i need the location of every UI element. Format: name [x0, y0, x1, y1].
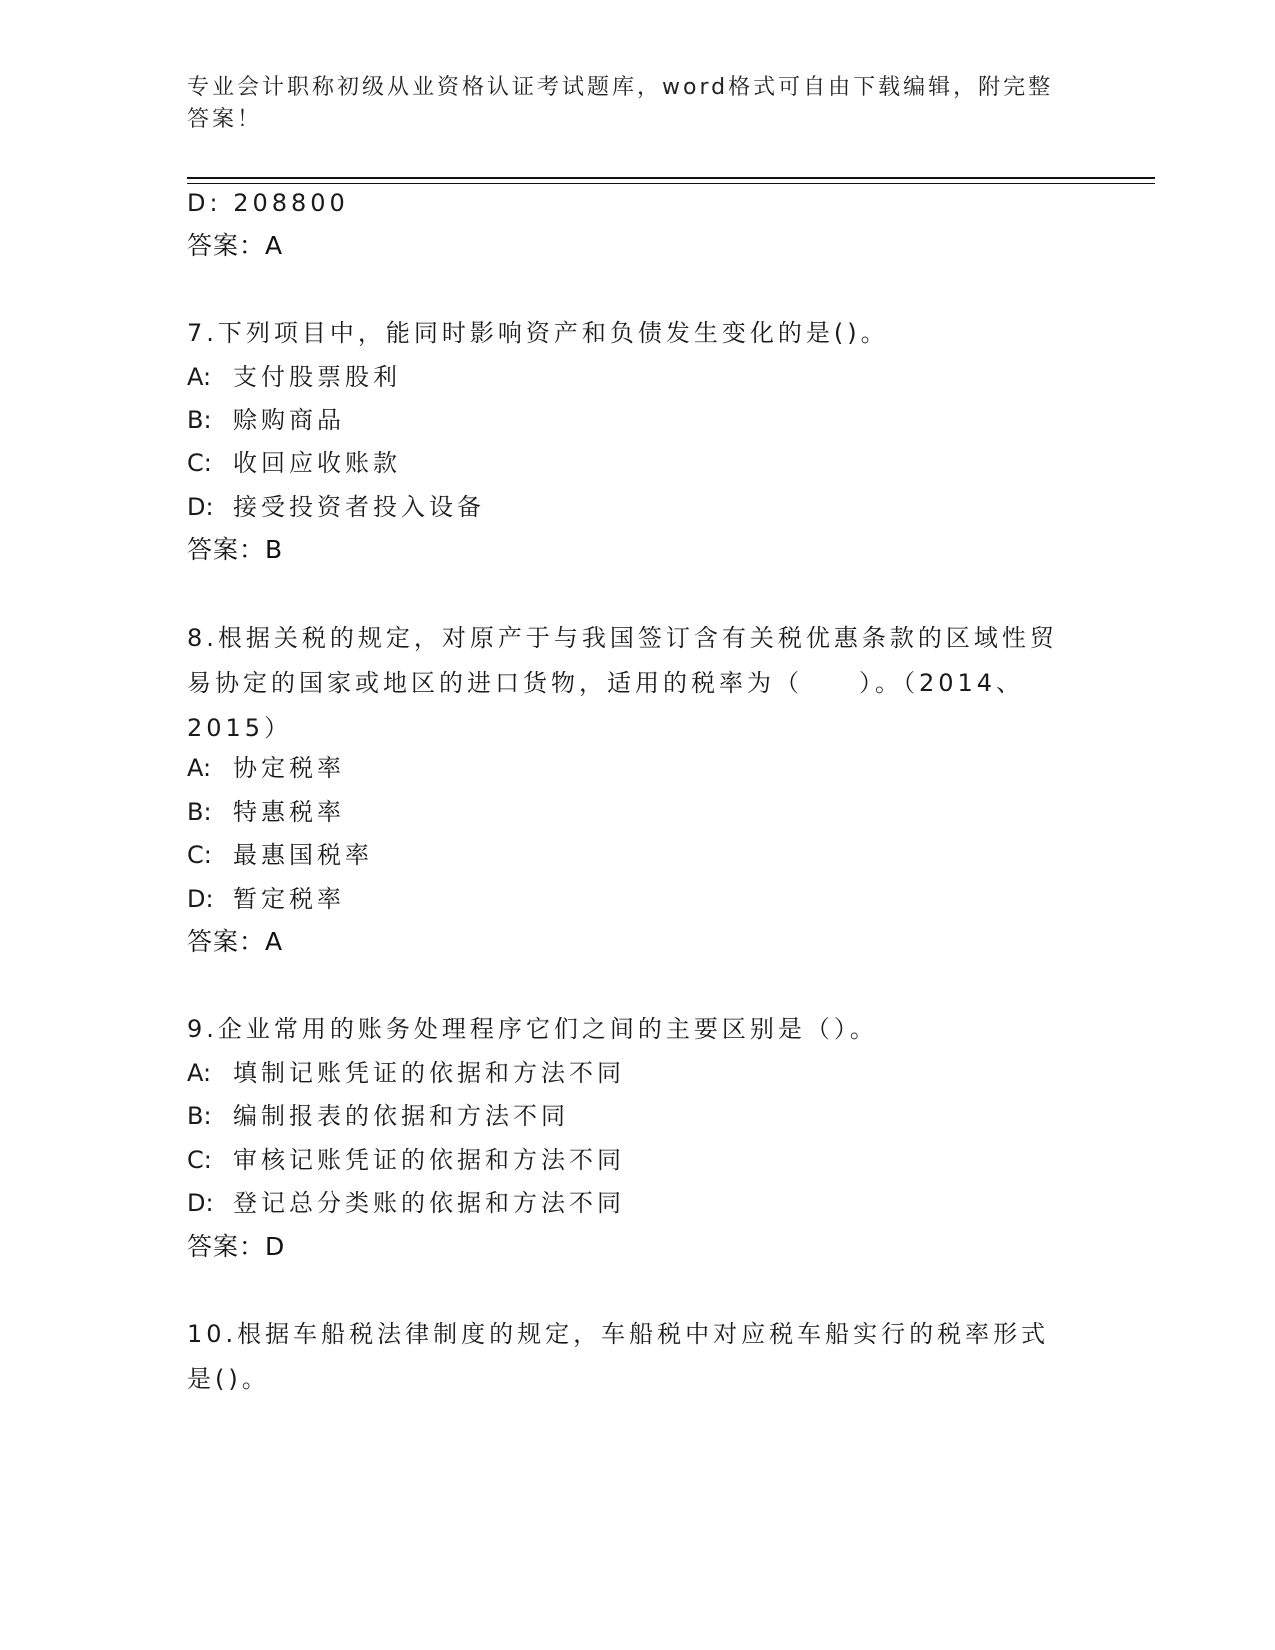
option-label: D:: [187, 1189, 214, 1217]
question-8-stem: 8.根据关税的规定，对原产于与我国签订含有关税优惠条款的区域性贸易协定的国家或地区的进口货物，适用的税率为（ ）。（2014、2015）: [187, 624, 1058, 742]
option-text: 接受投资者投入设备: [233, 493, 485, 521]
option-label: C:: [187, 841, 212, 869]
question-7-option-a: [187, 362, 401, 392]
option-text: 登记总分类账的依据和方法不同: [233, 1189, 625, 1217]
question-9-answer: 答案：D: [187, 1232, 286, 1261]
option-label: B:: [187, 798, 212, 826]
option-label: B:: [187, 1102, 212, 1130]
question-10-stem: 10.根据车船税法律制度的规定，车船税中对应税车船实行的税率形式是()。: [187, 1320, 1050, 1393]
option-label: C:: [187, 449, 212, 477]
option-text: 支付股票股利: [233, 363, 401, 391]
option-label: D:: [187, 885, 214, 913]
header-rule: [187, 177, 1155, 179]
prev-answer: 答案：A: [187, 231, 284, 260]
question-7-option-b: [187, 405, 345, 435]
option-text: 最惠国税率: [233, 841, 373, 869]
question-9-option-b: [187, 1101, 569, 1131]
question-9-option-c: [187, 1145, 625, 1175]
option-label: C:: [187, 1146, 212, 1174]
question-8-answer: 答案：A: [187, 927, 284, 956]
option-text: 收回应收账款: [233, 449, 401, 477]
option-text: 编制报表的依据和方法不同: [233, 1102, 569, 1130]
option-label: D:: [187, 493, 214, 521]
page-header: 专业会计职称初级从业资格认证考试题库，word格式可自由下载编辑，附完整答案！: [187, 75, 1054, 132]
question-7-answer: 答案：B: [187, 535, 284, 564]
question-9-stem: 9.企业常用的账务处理程序它们之间的主要区别是（）。: [187, 1015, 878, 1043]
question-8-option-d: [187, 884, 345, 914]
question-7-stem: 7.下列项目中，能同时影响资产和负债发生变化的是()。: [187, 319, 889, 347]
option-text: 特惠税率: [233, 798, 345, 826]
option-text: 协定税率: [233, 754, 345, 782]
option-label: A:: [187, 363, 212, 391]
option-text: 审核记账凭证的依据和方法不同: [233, 1146, 625, 1174]
question-8-option-a: [187, 753, 345, 783]
option-label: A:: [187, 754, 212, 782]
question-9-option-d: [187, 1188, 625, 1218]
option-text: 赊购商品: [233, 406, 345, 434]
question-9-option-a: [187, 1058, 625, 1088]
option-label: B:: [187, 406, 212, 434]
question-8-option-c: [187, 840, 373, 870]
option-label: A:: [187, 1059, 212, 1087]
question-7-option-c: [187, 448, 401, 478]
option-text: 暂定税率: [233, 885, 345, 913]
prev-option-d: D: 208800: [187, 189, 349, 217]
question-7-option-d: [187, 492, 485, 522]
option-text: 填制记账凭证的依据和方法不同: [233, 1059, 625, 1087]
question-8-option-b: [187, 797, 345, 827]
header-rule-thin: [187, 183, 1155, 184]
